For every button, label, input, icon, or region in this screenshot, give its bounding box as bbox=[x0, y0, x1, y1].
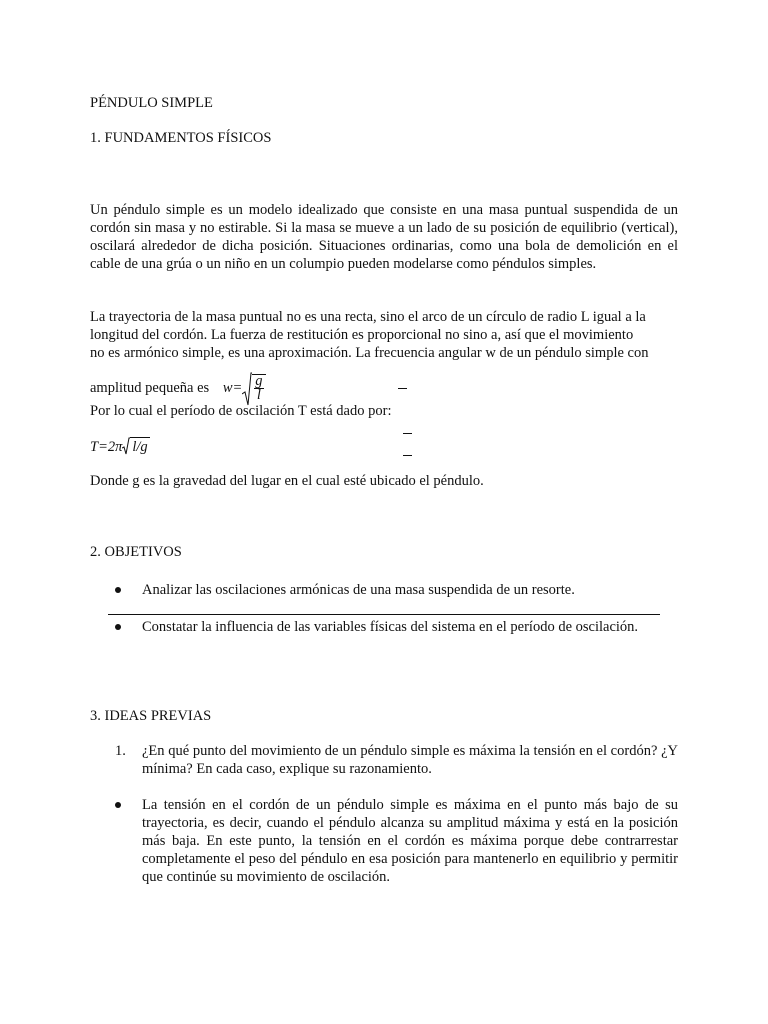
period-radicand: l/g bbox=[132, 439, 148, 455]
omega-fraction bbox=[252, 374, 265, 402]
square-root-symbol bbox=[242, 372, 252, 406]
answer-text: La tensión en el cordón de un péndulo simple es máxima en el punto más bajo de su trayectoria, es decir, cuando el péndulo alcanza su amplitud máxima y está en la posición más baja. En este punto, la tensión en el cordón es máxima porque debe contrarrestar completamente el peso del péndulo en esa posición para mantenerlo en equilibrio y permitir que continúe su movimiento de oscilación. bbox=[142, 797, 678, 885]
dash-mark bbox=[403, 433, 412, 434]
omega-lhs: w= bbox=[222, 380, 243, 397]
paragraph-2-line-4: amplitud pequeña es bbox=[90, 380, 210, 397]
bullet-marker bbox=[115, 802, 121, 808]
objective-item: Constatar la influencia de las variables físicas del sistema en el período de oscilación. bbox=[142, 619, 639, 635]
angular-frequency-line bbox=[90, 364, 266, 403]
objective-item: Analizar las oscilaciones armónicas de una masa suspendida de un resorte. bbox=[142, 582, 575, 598]
period-lhs: T=2π bbox=[90, 439, 123, 455]
section-1-paragraph-2 bbox=[90, 308, 678, 362]
section-1-paragraph-3: Por lo cual el período de oscilación T está dado por: bbox=[90, 403, 392, 419]
section-3-heading: 3. IDEAS PREVIAS bbox=[90, 708, 212, 724]
question-text: ¿En qué punto del movimiento de un péndulo simple es máxima la tensión en el cordón? ¿Y mínima? En cada caso, explique su razonamiento. bbox=[142, 743, 678, 777]
dash-mark bbox=[398, 388, 407, 389]
period-formula bbox=[90, 437, 150, 456]
omega-formula bbox=[222, 364, 266, 403]
horizontal-rule bbox=[108, 614, 660, 615]
section-2-heading: 2. OBJETIVOS bbox=[90, 544, 182, 560]
omega-numerator: g bbox=[255, 373, 263, 389]
bullet-marker bbox=[115, 624, 121, 630]
section-1-heading: 1. FUNDAMENTOS FÍSICOS bbox=[90, 130, 272, 146]
paragraph-2-line-2: longitud del cordón. La fuerza de restitución es proporcional no sino a, así que el movimiento bbox=[90, 327, 634, 343]
document-title: PÉNDULO SIMPLE bbox=[90, 95, 213, 111]
section-1-paragraph-4: Donde g es la gravedad del lugar en el cual esté ubicado el péndulo. bbox=[90, 473, 484, 489]
period-root-symbol bbox=[122, 437, 130, 455]
dash-mark bbox=[403, 455, 412, 456]
paragraph-2-line-3: no es armónico simple, es una aproximación. La frecuencia angular w de un péndulo simple con bbox=[90, 345, 649, 361]
bullet-marker bbox=[115, 587, 121, 593]
paragraph-2-line-1: La trayectoria de la masa puntual no es una recta, sino el arco de un círculo de radio L igual a la bbox=[90, 309, 646, 325]
omega-denominator: l bbox=[256, 387, 261, 403]
section-1-paragraph-1: Un péndulo simple es un modelo idealizado que consiste en una masa puntual suspendida de un cordón sin masa y no estirable. Si la masa se mueve a un lado de su posición de equilibrio (vertical), oscilará alrededor de dicha posición. Situaciones ordinarias, como una bola de demolición en el cable de una grúa o un niño en un columpio pueden modelarse como péndulos simples. bbox=[90, 202, 678, 272]
question-number: 1. bbox=[115, 743, 126, 759]
